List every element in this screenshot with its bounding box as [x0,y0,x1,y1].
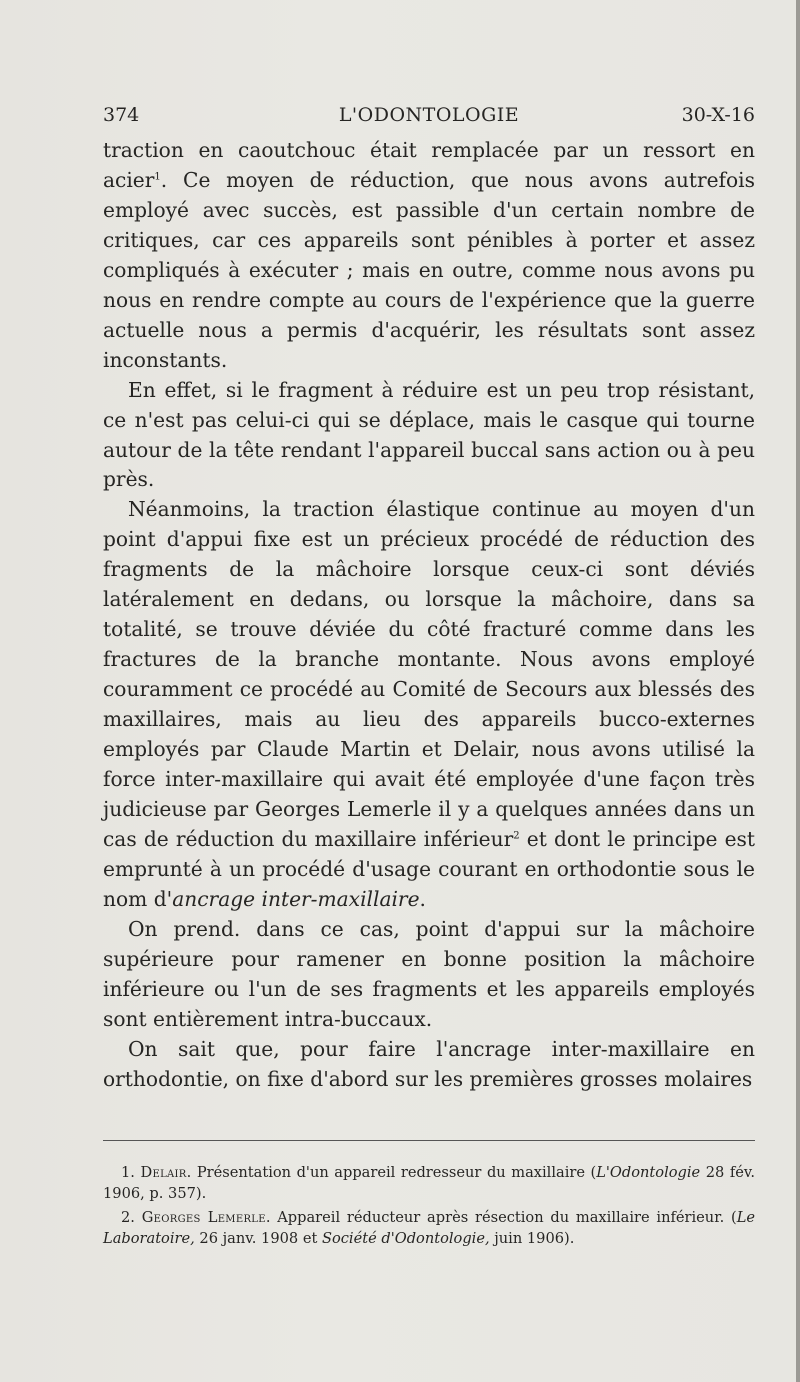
paragraph-1: traction en caoutchouc était remplacée par un ressort en acier$^1$. Ce moyen de réduction, que nous avons autrefois employé avec succès, est passible d'un certain nombre de critiques, car ces appareils sont pénibles à porter et assez compliqués à exécuter ; mais en outre, comme nous avons pu nous en rendre compte au cours de l'expérience que la guerre actuelle nous a permis d'acquérir, les résultats sont assez inconstants. [103,138,755,372]
footnote-2: 2. Georges Lemerle. Appareil réducteur après résection du maxillaire inférieur. (Le Laboratoire, 26 janv. 1908 et Société d'Odontologie, juin 1906). [103,1209,756,1247]
page-edge [796,0,800,1382]
paragraph-5: On sait que, pour faire l'ancrage inter-maxillaire en orthodontie, on fixe d'abord sur les premières grosses molaires [103,1036,755,1091]
footnote-ref-1: 1 [154,171,161,183]
italic-term: ancrage inter-maxillaire [172,886,420,911]
paragraph-4: On prend. dans ce cas, point d'appui sur la mâchoire supérieure pour ramener en bonne position la mâchoire inférieure ou l'un de ses fragments et les appareils employés sont entièrement intra-buccaux. [103,916,755,1031]
issue-date: 30-X-16 [681,104,755,126]
footnotes [103,1163,755,1253]
paragraph-2: En effet, si le fragment à réduire est un peu trop résistant, ce n'est pas celui-ci qui se déplace, mais le casque qui tourne autour de la tête rendant l'appareil buccal sans action ou à peu près. [103,377,755,492]
footnote-divider [103,1140,755,1141]
footnote-author: Georges Lemerle [141,1209,266,1226]
paragraph-3: Néanmoins, la traction élastique continue au moyen d'un point d'appui fixe est un précieux procédé de réduction des fragments de la mâchoire lorsque ceux-ci sont déviés latéralement en dedans, ou lorsque la mâchoire, dans sa totalité, se trouve déviée du côté fracturé comme dans les fractures de la branche montante. Nous avons employé couramment ce procédé au Comité de Secours aux blessés des maxillaires, mais au lieu des appareils bucco-externes employés par Claude Martin et Delair, nous avons utilisé la force inter-maxillaire qui avait été employée d'une façon très judicieuse par Georges Lemerle il y a quelques années dans un cas de réduction du maxillaire inférieur$^2$ et dont le principe est emprunté à un procédé d'usage courant en orthodontie sous le nom d'ancrage inter-maxillaire. [103,497,755,911]
journal-title: L'ODONTOLOGIE [338,104,520,126]
page-number: 374 [103,104,140,126]
running-header [103,100,755,132]
article-body [103,136,755,1095]
footnote-author: Delair [140,1164,187,1181]
footnote-1: 1. Delair. Présentation d'un appareil redresseur du maxillaire (L'Odontologie 28 fév. 1906, p. 357). [103,1164,756,1202]
footnote-ref-2: 2 [513,830,520,842]
